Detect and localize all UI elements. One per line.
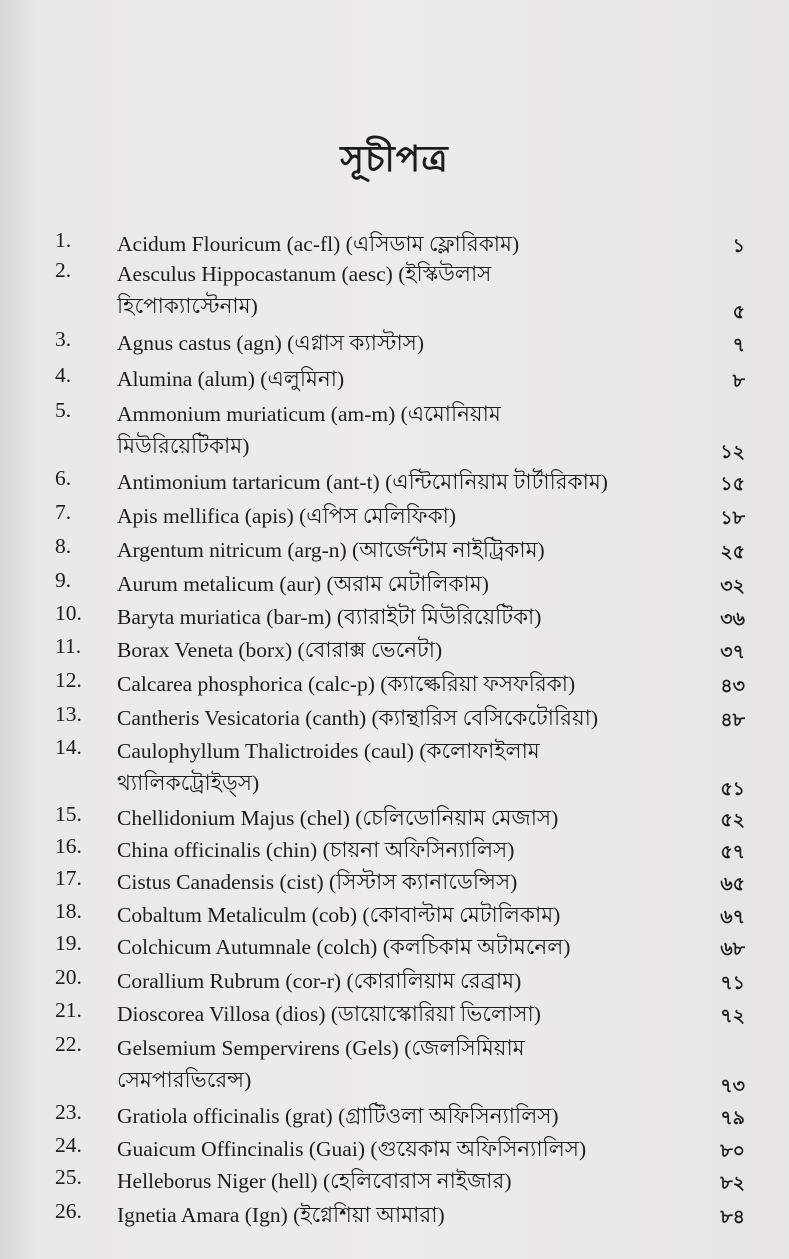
toc-entry [0,601,789,631]
toc-entry [0,500,789,530]
entry-number: 11. [55,634,82,658]
entry-title: Helleborus Niger (hell) (হেলিবোরাস নাইজার) [117,1169,512,1193]
entry-number: 6. [55,466,72,490]
entry-title: Baryta muriatica (bar-m) (ব্যারাইটা মিউরিয়েটিকা) [117,605,542,629]
entry-number: 2. [55,258,72,282]
entry-title-continued: থ্যালিকট্রোইড্‌স) [117,771,260,795]
entry-page-number: ৬৭ [720,906,745,928]
entry-page-number: ১৮ [720,507,745,529]
toc-entry [0,931,789,961]
entry-page-number: ৭৯ [720,1107,745,1129]
entry-title: Guaicum Offincinalis (Guai) (গুয়েকাম অফিসিন্যালিস) [117,1137,587,1161]
entry-title: Caulophyllum Thalictroides (caul) (কলোফাইলাম [117,739,540,763]
entry-title: Agnus castus (agn) (এগ্নাস ক্যাস্টাস) [117,331,425,355]
entry-title: Ammonium muriaticum (am-m) (এমোনিয়াম [117,402,501,426]
entry-title: Borax Veneta (borx) (বোরাক্স ভেনেটা) [117,638,443,662]
entry-number: 12. [55,668,82,692]
entry-page-number: ৩৬ [720,608,745,630]
toc-entry [0,1100,789,1130]
toc-entry [0,802,789,832]
entry-title: Gratiola officinalis (grat) (গ্রাটিওলা অফিসিন্যালিস) [117,1104,559,1128]
entry-page-number: ৩২ [720,575,745,597]
entry-number: 21. [55,998,82,1022]
entry-page-number: ১৫ [720,473,745,495]
entry-title: Chellidonium Majus (chel) (চেলিডোনিয়াম মেজাস) [117,806,559,830]
entry-number: 16. [55,834,82,858]
entry-page-number: ৭ [732,334,745,356]
entry-page-number: ৫৭ [720,841,745,863]
entry-number: 23. [55,1100,82,1124]
entry-number: 17. [55,866,82,890]
page-title: সূচীপত্র [340,139,449,180]
entry-page-number: ৫২ [720,809,745,831]
toc-entry [0,258,789,326]
entry-number: 10. [55,601,82,625]
entry-title: Colchicum Autumnale (colch) (কলচিকাম অটামনেল) [117,935,571,959]
entry-title: Cistus Canadensis (cist) (সিস্টাস ক্যানাডেন্সিস) [117,870,518,894]
entry-page-number: ৮০ [720,1140,745,1162]
entry-title: Calcarea phosphorica (calc-p) (ক্যাল্কেরিয়া ফসফরিকা) [117,672,576,696]
entry-page-number: ৭২ [720,1005,745,1027]
toc-entry [0,1133,789,1163]
entry-number: 26. [55,1199,82,1223]
entry-page-number: ৪৮ [720,709,745,731]
toc-entry [0,1199,789,1229]
entry-title: Dioscorea Villosa (dios) (ডায়োস্কোরিয়া ভিলোসা) [117,1002,541,1026]
entry-number: 22. [55,1032,82,1056]
entry-number: 25. [55,1165,82,1189]
entry-title: Aurum metalicum (aur) (অরাম মেটালিকাম) [117,572,489,596]
entry-title-continued: মিউরিয়েটিকাম) [117,434,250,458]
toc-entry [0,668,789,698]
toc-entry [0,998,789,1028]
entry-title: Alumina (alum) (এলুমিনা) [117,367,345,391]
entry-page-number: ৬৫ [720,873,745,895]
toc-entry [0,702,789,732]
entry-title: Argentum nitricum (arg-n) (আর্জেন্টাম নাইট্রিকাম) [117,538,545,562]
entry-title-continued: হিপোক্যাস্টেনাম) [117,294,258,318]
entry-page-number: ৫১ [720,778,745,800]
entry-number: 3. [55,327,72,351]
entry-title: Gelsemium Sempervirens (Gels) (জেলসিমিয়াম [117,1036,525,1060]
entry-title: China officinalis (chin) (চায়না অফিসিন্যালিস) [117,838,515,862]
entry-number: 5. [55,398,72,422]
entry-page-number: ৪৩ [720,675,745,697]
entry-number: 7. [55,500,72,524]
toc-entry [0,634,789,664]
toc-entry [0,965,789,995]
toc-entry [0,363,789,393]
toc-entry [0,534,789,564]
toc-entry [0,899,789,929]
entry-page-number: ৮২ [720,1172,745,1194]
toc-entry [0,1165,789,1195]
entry-page-number: ৬৮ [720,938,745,960]
entry-page-number: ৮ [732,370,745,392]
entry-title: Acidum Flouricum (ac-fl) (এসিডাম ফ্লোরিকাম) [117,232,520,256]
toc-entry [0,834,789,864]
entry-number: 1. [55,228,72,252]
entry-page-number: ৩৭ [720,641,745,663]
entry-title: Aesculus Hippocastanum (aesc) (ইস্কিউলাস [117,262,492,286]
entry-number: 8. [55,534,72,558]
entry-page-number: ৮৪ [720,1206,745,1228]
entry-page-number: ১ [732,235,745,257]
entry-title: Cantheris Vesicatoria (canth) (ক্যান্থারিস বেসিকেটোরিয়া) [117,706,599,730]
entry-title: Antimonium tartaricum (ant-t) (এন্টিমোনিয়াম টার্টারিকাম) [117,470,608,494]
entry-number: 24. [55,1133,82,1157]
entry-title: Apis mellifica (apis) (এপিস মেলিফিকা) [117,504,457,528]
entry-title: Corallium Rubrum (cor-r) (কোরালিয়াম রেব্রাম) [117,969,522,993]
entry-number: 13. [55,702,82,726]
entry-number: 20. [55,965,82,989]
entry-title: Cobaltum Metaliculm (cob) (কোবাল্টাম মেটালিকাম) [117,903,561,927]
entry-number: 19. [55,931,82,955]
toc-entry [0,228,789,258]
entry-page-number: ৫ [732,301,745,323]
toc-entry [0,1032,789,1100]
entry-number: 15. [55,802,82,826]
toc-entry [0,466,789,496]
entry-number: 14. [55,735,82,759]
entry-number: 18. [55,899,82,923]
toc-entry [0,398,789,466]
entry-title-continued: সেমপারভিরেন্স) [117,1068,252,1092]
toc-entry [0,327,789,357]
entry-title: Ignetia Amara (Ign) (ইগ্নেশিয়া আমারা) [117,1203,445,1227]
entry-number: 9. [55,568,72,592]
toc-entry [0,735,789,803]
entry-page-number: ৭৩ [720,1075,745,1097]
toc-entry [0,866,789,896]
entry-page-number: ২৫ [720,541,745,563]
toc-entry [0,568,789,598]
entry-number: 4. [55,363,72,387]
entry-page-number: ১২ [720,441,745,463]
entry-page-number: ৭১ [720,972,745,994]
